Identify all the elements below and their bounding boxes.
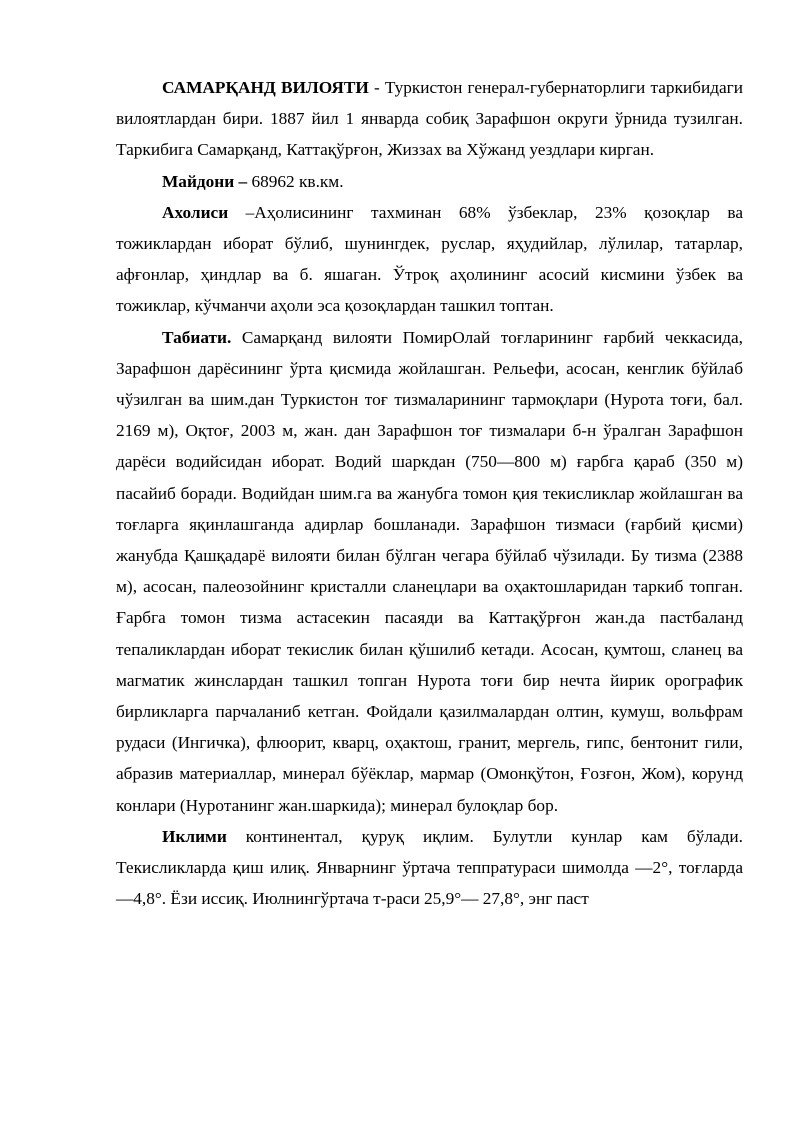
paragraph-population — [116, 197, 743, 322]
paragraph-heading: Ахолиси — [162, 202, 229, 222]
paragraph-area — [116, 166, 743, 197]
paragraph-text: 68962 кв.км. — [247, 171, 344, 191]
paragraph-heading: Иклими — [162, 826, 227, 846]
paragraph-heading: Табиати. — [162, 327, 232, 347]
paragraph-nature — [116, 322, 743, 821]
paragraph-climate — [116, 821, 743, 915]
document-body — [116, 72, 743, 914]
paragraph-text: - Туркистон генерал-губернаторлиги таркибидаги вилоятлардан бири. 1887 йил 1 январда собиқ Зарафшон округи ўрнида тузилган. Таркибига Самарқанд, Каттақўрғон, Жиззах ва Хўжанд уездлари кирган. — [116, 78, 743, 160]
paragraph-text: Самарқанд вилояти ПомирОлай тоғларининг ғарбий чеккасида, Зарафшон дарёсининг ўрта қисмида жойлашган. Рельефи, асосан, кенглик бўйлаб чўзилган ва шим.дан Туркистон тоғ тизмаларининг тармоқлари (Нурота тоғи, бал. 2169 м), Оқтоғ, 2003 м, жан. дан Зарафшон тоғ тизмалари б-н ўралган Зарафшон дарёси водийсидан иборат. Водий шаркдан (750—800 м) ғарбга қараб (350 м) пасайиб боради. Водийдан шим.га ва жанубга томон қия текисликлар жойлашган ва тоғларга яқинлашганда адирлар бошланади. Зарафшон тизмаси (ғарбий қисми) жанубда Қашқадарё вилояти билан бўлган чегара бўйлаб чўзилади. Бу тизма (2388 м), асосан, палеозойнинг кристалли сланецлари ва оҳактошларидан таркиб топган. Ғарбга томон тизма астасекин пасаяди ва Каттақўрғон жан.да пастбаланд тепаликлардан иборат текислик билан қўшилиб кетади. Асосан, қумтош, сланец ва магматик жинслардан ташкил топган Нурота тоғи бир нечта йирик орографик бирликларга парчаланиб кетган. Фойдали қазилмалардан олтин, кумуш, вольфрам рудаси (Ингичка), флюорит, кварц, оҳактош, гранит, мергель, гипс, бентонит гили, абразив материаллар, минерал бўёклар, мармар (Омонқўтон, Ғозғон, Жом), корунд конлари (Нуротанинг жан.шаркида); минерал булоқлар бор. — [116, 327, 743, 815]
paragraph-heading: САМАРҚАНД ВИЛОЯТИ — [162, 78, 369, 97]
paragraph-heading: Майдони – — [162, 171, 248, 191]
paragraph-text: континентал, қуруқ иқлим. Булутли кунлар кам бўлади. Текисликларда қиш илиқ. Январнинг ўртача теппратураси шимолда —2°, тоғларда —4,8°. Ёзи иссиқ. Июлнингўртача т-раси 25,9°— 27,8°, энг паст — [116, 826, 743, 909]
paragraph-text: –Аҳолисининг тахминан 68% ўзбеклар, 23% қозоқлар ва тожиклардан иборат бўлиб, шунингдек, руслар, яҳудийлар, лўлилар, татарлар, афғонлар, ҳиндлар ва б. яшаган. Ўтроқ аҳолининг асосий кисмини ўзбек ва тожиклар, кўчманчи аҳоли эса қозоқлардан ташкил топтан. — [116, 202, 743, 316]
paragraph-intro — [116, 72, 743, 166]
